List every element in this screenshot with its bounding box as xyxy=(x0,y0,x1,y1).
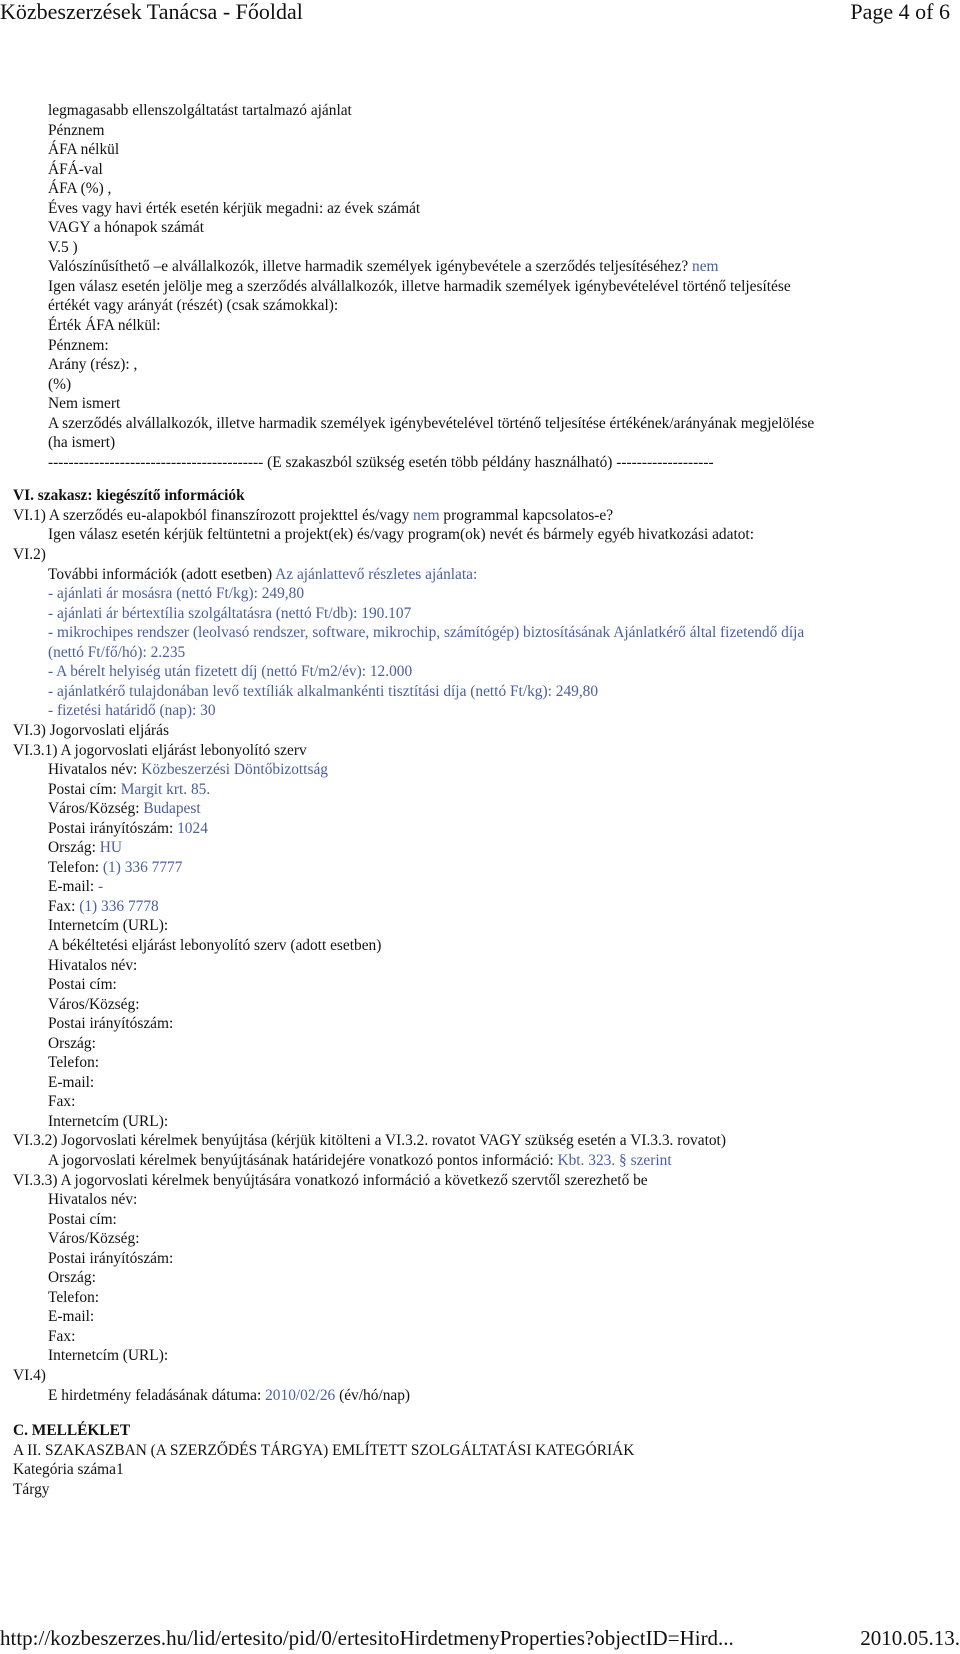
answer-value: nem xyxy=(413,506,440,524)
text-line: VI.4) xyxy=(13,1367,46,1384)
field-row: E hirdetmény feladásának dátuma: 2010/02/26 (év/hó/nap) xyxy=(48,1386,411,1404)
field-row: E-mail: - xyxy=(48,878,104,896)
field-row: Ország: HU xyxy=(48,839,122,857)
field-value: - ajánlati ár mosásra (nettó Ft/kg): 249,80 xyxy=(48,585,305,603)
field-value: Az ajánlattevő részletes ajánlata: xyxy=(275,565,478,583)
text-line: Igen válasz esetén jelölje meg a szerződés alvállalkozók, illetve harmadik személyek igénybevételével történő teljesítése xyxy=(48,277,791,295)
field-label: Fax: xyxy=(48,1327,76,1345)
page-number: Page 4 of 6 xyxy=(850,0,950,24)
field-label: Város/Község: xyxy=(48,995,140,1013)
text-line: VI.3.3) A jogorvoslati kérelmek benyújtására vonatkozó információ a következő szervtől szerezhető be xyxy=(13,1171,648,1189)
field-value: - ajánlatkérő tulajdonában levő textíliák alkalmankénti tisztítási díja (nettó Ft/kg): 249,80 xyxy=(48,682,599,700)
text-line: VI.2) xyxy=(13,546,46,564)
field-row: Postai cím: Margit krt. 85. xyxy=(48,780,211,798)
field-row: Fax: (1) 336 7778 xyxy=(48,897,159,915)
text-line: VI.1) A szerződés eu-alapokból finanszírozott projekttel és/vagy nem programmal kapcsolatos-e? xyxy=(13,506,614,524)
page-footer xyxy=(0,1626,960,1654)
field-label: E-mail: xyxy=(48,1073,95,1091)
text-line: Nem ismert xyxy=(48,395,121,413)
separator-line: ------------------------------------------ (E szakaszból szükség esetén több példány használható) ------------------- xyxy=(48,453,714,471)
text-line: Érték ÁFA nélkül: xyxy=(48,317,161,335)
text-line: VAGY a hónapok számát xyxy=(48,219,205,237)
document-body xyxy=(13,101,943,1499)
field-value: - ajánlati ár bértextília szolgáltatásra (nettó Ft/db): 190.107 xyxy=(48,604,412,622)
text-line: ÁFÁ-val xyxy=(48,160,103,178)
field-value: - xyxy=(98,878,104,896)
text-line: értékét vagy arányát (részét) (csak számokkal): xyxy=(48,297,339,315)
field-value: (1) 336 7777 xyxy=(102,858,183,876)
text-line: ÁFA (%) , xyxy=(48,180,112,198)
field-label: Város/Község: xyxy=(48,1230,140,1248)
field-row: Hivatalos név: Közbeszerzési Döntőbizottság xyxy=(48,761,328,779)
field-value: - A bérelt helyiség után fizetett díj (nettó Ft/m2/év): 12.000 xyxy=(48,663,413,681)
text-line: VI.3.2) Jogorvoslati kérelmek benyújtása (kérjük kitölteni a VI.3.2. rovatot VAGY szükség esetén a VI.3.3. rovatot) xyxy=(13,1132,726,1150)
text-line: Igen válasz esetén kérjük feltüntetni a projekt(ek) és/vagy program(ok) nevét és bármely egyéb hivatkozási adatot: xyxy=(48,526,754,544)
field-row: Város/Község: Budapest xyxy=(48,800,201,818)
text-line: (ha ismert) xyxy=(48,434,116,452)
text-line: Pénznem xyxy=(48,121,105,139)
field-value: HU xyxy=(99,839,122,857)
text-line: ÁFA nélkül xyxy=(48,141,120,159)
source-url: http://kozbeszerzes.hu/lid/ertesito/pid/0/ertesitoHirdetmenyProperties?objectID=Hird... xyxy=(0,1626,734,1650)
text-line: A II. SZAKASZBAN (A SZERZŐDÉS TÁRGYA) EMLÍTETT SZOLGÁLTATÁSI KATEGÓRIÁK xyxy=(13,1441,635,1459)
section-heading: VI. szakasz: kiegészítő információk xyxy=(13,487,245,505)
text-line: Pénznem: xyxy=(48,336,109,354)
field-label: Hivatalos név: xyxy=(48,956,138,974)
field-row: Telefon: (1) 336 7777 xyxy=(48,858,183,876)
field-value: Budapest xyxy=(143,800,201,818)
text-line: V.5 ) xyxy=(48,238,78,256)
field-label: Internetcím (URL): xyxy=(48,1347,169,1365)
field-label: Fax: xyxy=(48,1093,76,1111)
field-label: Ország: xyxy=(48,1034,96,1052)
field-value: Közbeszerzési Döntőbizottság xyxy=(141,761,328,779)
annex-heading: C. MELLÉKLET xyxy=(13,1422,131,1440)
print-date: 2010.05.13. xyxy=(860,1626,960,1650)
field-value: - fizetési határidő (nap): 30 xyxy=(48,702,216,720)
field-label: Telefon: xyxy=(48,1288,100,1306)
field-label: Postai cím: xyxy=(48,976,117,994)
text-line: A szerződés alvállalkozók, illetve harmadik személyek igénybevételével történő teljesítése értékének/arányának megjelölése xyxy=(48,414,815,432)
text-line: (%) xyxy=(48,375,72,393)
field-value: Kbt. 323. § szerint xyxy=(557,1151,672,1169)
text-line: Éves vagy havi érték esetén kérjük megadni: az évek számát xyxy=(48,199,421,217)
field-row: A jogorvoslati kérelmek benyújtásának határidejére vonatkozó pontos információ: Kbt. 323. § szerint xyxy=(48,1151,672,1169)
field-value: Margit krt. 85. xyxy=(120,780,211,798)
field-label: Internetcím (URL): xyxy=(48,1112,169,1130)
field-value: 1024 xyxy=(177,819,208,837)
page-header xyxy=(0,0,960,32)
text-line: legmagasabb ellenszolgáltatást tartalmazó ajánlat xyxy=(48,102,352,119)
field-label: Ország: xyxy=(48,1269,96,1287)
field-label: Postai irányítószám: xyxy=(48,1249,174,1267)
page-title: Közbeszerzések Tanácsa - Főoldal xyxy=(0,0,303,24)
text-line: Arány (rész): , xyxy=(48,356,138,374)
text-line: Tárgy xyxy=(13,1480,50,1498)
field-label: Postai irányítószám: xyxy=(48,1015,174,1033)
text-line: VI.3) Jogorvoslati eljárás xyxy=(13,721,170,739)
subcontract-question: Valószínűsíthető –e alvállalkozók, illetve harmadik személyek igénybevétele a szerződés teljesítéséhez? nem xyxy=(48,258,719,276)
field-value: (1) 336 7778 xyxy=(79,897,159,915)
field-value: - mikrochipes rendszer (leolvasó rendszer, software, mikrochip, számítógép) biztosításának Ajánlatkérő által fizetendő díja xyxy=(48,624,805,642)
field-label: E-mail: xyxy=(48,1308,95,1326)
text-line: Kategória száma1 xyxy=(13,1461,124,1479)
field-label: Internetcím (URL): xyxy=(48,917,169,935)
text-line: VI.3.1) A jogorvoslati eljárást lebonyolító szerv xyxy=(13,741,307,759)
field-label: Telefon: xyxy=(48,1054,100,1072)
text-line: A békéltetési eljárást lebonyolító szerv (adott esetben) xyxy=(48,936,382,954)
field-label: Postai cím: xyxy=(48,1210,117,1228)
field-value: (nettó Ft/fő/hó): 2.235 xyxy=(48,643,186,661)
answer-value: nem xyxy=(692,258,719,276)
text-line: További információk (adott esetben) Az ajánlattevő részletes ajánlata: xyxy=(48,565,478,583)
field-row: Postai irányítószám: 1024 xyxy=(48,819,208,837)
field-label: Hivatalos név: xyxy=(48,1191,138,1209)
field-value: 2010/02/26 xyxy=(265,1386,336,1404)
